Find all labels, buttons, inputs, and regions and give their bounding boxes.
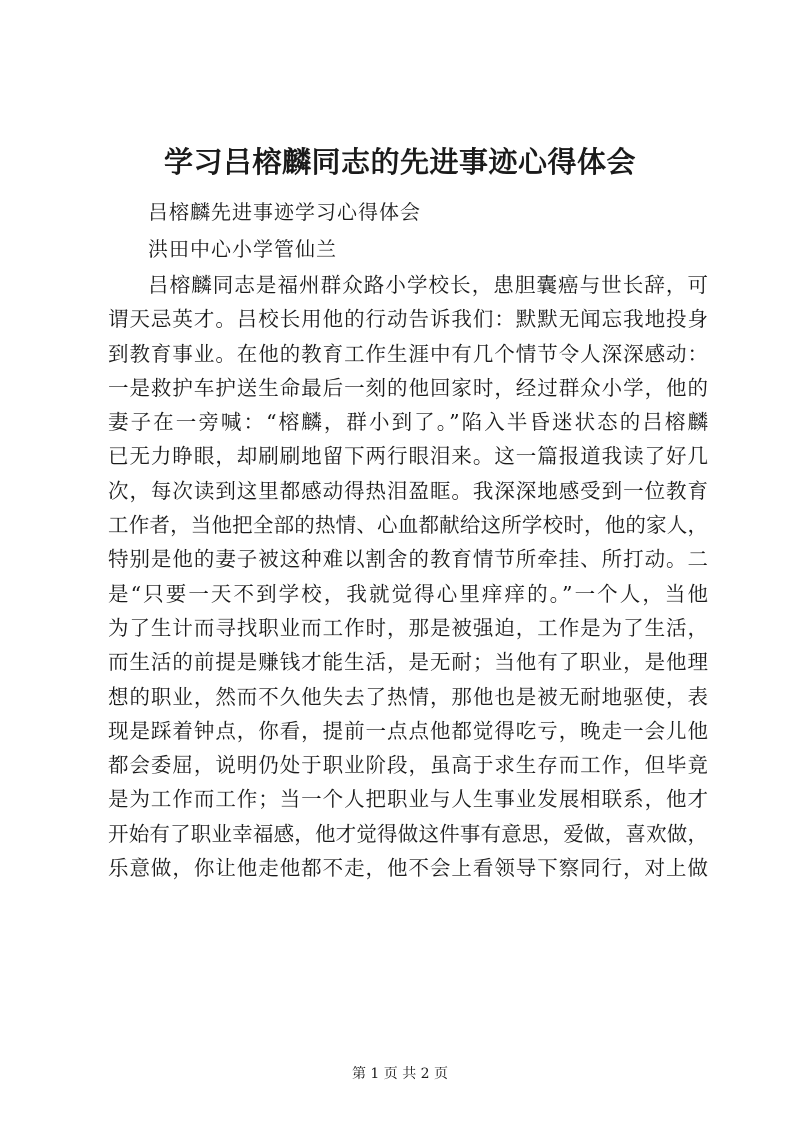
paragraph-line: 为了生计而寻找职业而工作时，那是被强迫，工作是为了生活，	[108, 615, 708, 640]
paragraph-line: 工作者，当他把全部的热情、心血都献给这所学校时，他的家人，	[108, 513, 708, 538]
paragraph-line: 一是救护车护送生命最后一刻的他回家时，经过群众小学，他的	[108, 375, 708, 400]
paragraph-line: 想的职业，然而不久他失去了热情，那他也是被无耐地驱使，表	[108, 684, 708, 709]
paragraph-line: 现是踩着钟点，你看，提前一点点他都觉得吃亏，晚走一会儿他	[108, 718, 708, 743]
paragraph-line: 吕榕麟同志是福州群众路小学校长，患胆囊癌与世长辞，可	[148, 273, 708, 297]
document-author: 洪田中心小学管仙兰	[148, 237, 337, 261]
paragraph-line: 乐意做，你让他走他都不走，他不会上看领导下察同行，对上做	[108, 856, 708, 881]
document-subtitle: 吕榕麟先进事迹学习心得体会	[148, 200, 421, 224]
paragraph-line: 谓天忌英才。吕校长用他的行动告诉我们：默默无闻忘我地投身	[108, 307, 708, 332]
paragraph-line: 已无力睁眼，却刷刷地留下两行眼泪来。这一篇报道我读了好几	[108, 444, 708, 469]
paragraph-line: 妻子在一旁喊：“榕麟，群小到了。”陷入半昏迷状态的吕榕麟	[108, 410, 708, 435]
document-body	[108, 268, 708, 885]
paragraph-line: 而生活的前提是赚钱才能生活，是无耐；当他有了职业，是他理	[108, 650, 708, 675]
paragraph-line: 到教育事业。在他的教育工作生涯中有几个情节令人深深感动：	[108, 341, 708, 366]
page-number-footer: 第 1 页 共 2 页	[351, 1066, 449, 1082]
paragraph-line: 开始有了职业幸福感，他才觉得做这件事有意思，爱做，喜欢做，	[108, 821, 708, 846]
paragraph-line: 特别是他的妻子被这种难以割舍的教育情节所牵挂、所打动。二	[108, 547, 708, 572]
document-title: 学习吕榕麟同志的先进事迹心得体会	[163, 145, 636, 179]
paragraph-line: 次，每次读到这里都感动得热泪盈眶。我深深地感受到一位教育	[108, 478, 708, 503]
paragraph-line: 是为工作而工作；当一个人把职业与人生事业发展相联系，他才	[108, 787, 708, 812]
paragraph-line: 是“只要一天不到学校，我就觉得心里痒痒的。”一个人，当他	[108, 581, 708, 606]
paragraph-line: 都会委屈，说明仍处于职业阶段，虽高于求生存而工作，但毕竟	[108, 753, 708, 778]
